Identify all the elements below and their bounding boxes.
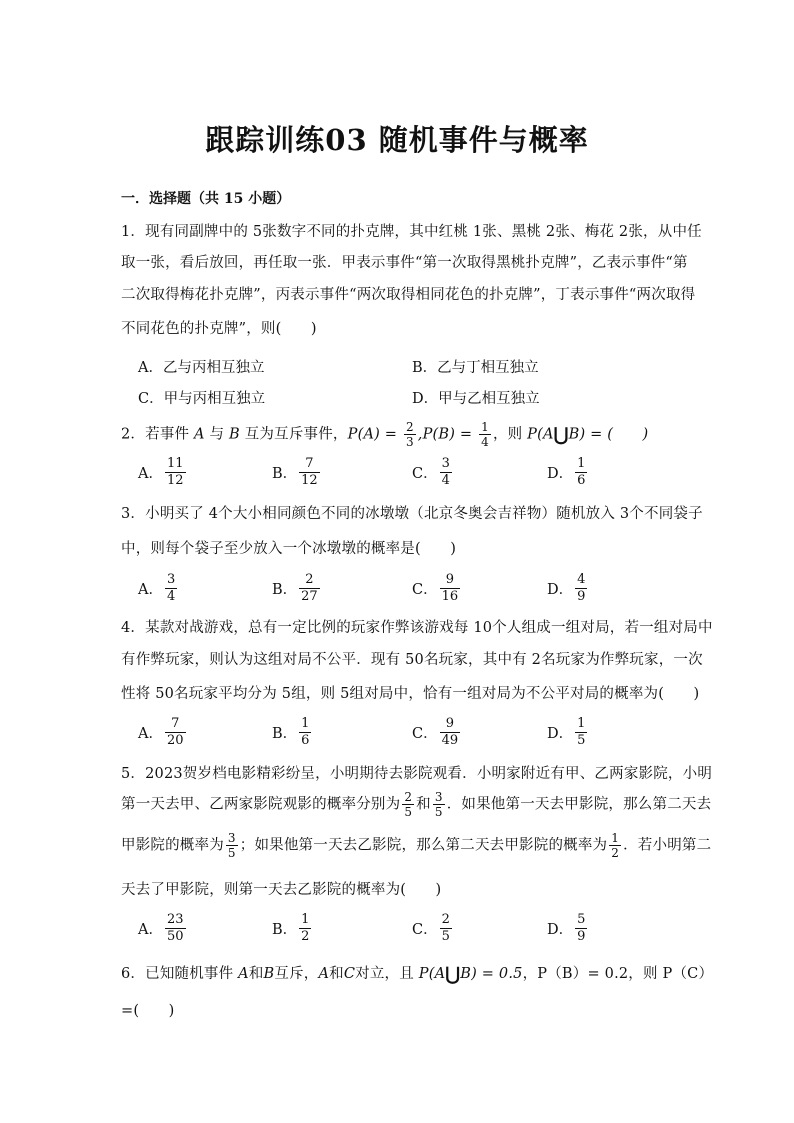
q2-option-b[interactable]: B． $\frac{7}{12}$ <box>272 456 318 488</box>
q4-option-b[interactable]: B． $\frac{1}{6}$ <box>272 716 310 748</box>
q2-option-a[interactable]: A． $\frac{11}{12}$ <box>138 456 184 488</box>
q3-option-b[interactable]: B． $\frac{2}{27}$ <box>272 572 318 604</box>
q2-expr: P(A <box>527 426 554 443</box>
q1-option-d[interactable]: D．甲与乙相互独立 <box>412 391 540 407</box>
q2-fraction: $\frac{2}{3}$ <box>405 420 414 449</box>
q6-line: 6．已知随机事件 A和B互斥，A和C对立，且 P(A⋃B) = 0.5，P（B）= 0.2，则 P（C） <box>121 964 714 985</box>
q4-line: 有作弊玩家，则认为这组对局不公平．现有 50名玩家，其中有 2名玩家为作弊玩家，一次 <box>121 652 703 668</box>
q4-line: 性将 50名玩家平均分为 5组，则 5组对局中，恰有一组对局为不公平对局的概率为( ) <box>121 686 700 702</box>
q1-option-b[interactable]: B．乙与丁相互独立 <box>412 360 539 376</box>
q6-line: =( ) <box>121 1003 175 1019</box>
q3-line: 3．小明买了 4个大小相同颜色不同的冰墩墩（北京冬奥会吉祥物）随机放入 3个不同袋子 <box>121 506 703 522</box>
q5-line: 甲影院的概率为 $\frac{3}{5}$ ；如果他第一天去乙影院，那么第二天去甲影院的概率为 $\frac{1}{2}$ ．若小明第二 <box>121 831 712 860</box>
union-symbol: ⋃ <box>445 964 461 985</box>
q3-line: 中，则每个袋子至少放入一个冰墩墩的概率是( ) <box>121 541 457 557</box>
q3-option-c[interactable]: C． $\frac{9}{16}$ <box>412 572 459 604</box>
q2-text: 2．若事件 <box>121 426 195 443</box>
q2-pa: P(A) = <box>347 426 402 443</box>
section-heading: 一．选择题（共 15 小题） <box>121 191 291 207</box>
q1-option-c[interactable]: C．甲与丙相互独立 <box>138 391 266 407</box>
q1-line: 不同花色的扑克牌”，则( ) <box>121 321 317 337</box>
q4-line: 4．某款对战游戏，总有一定比例的玩家作弊该游戏每 10个人组成一组对局，若一组对局中 <box>121 620 713 636</box>
q2-stem <box>121 420 648 449</box>
q4-option-d[interactable]: D． $\frac{1}{5}$ <box>547 716 586 748</box>
q2-option-d[interactable]: D． $\frac{1}{6}$ <box>547 456 586 488</box>
union-symbol: ⋃ <box>553 424 569 446</box>
q5-line: 5．2023贺岁档电影精彩纷呈，小明期待去影院观看．小明家附近有甲、乙两家影院，小明 <box>121 766 713 782</box>
q3-option-a[interactable]: A． $\frac{3}{4}$ <box>138 572 176 604</box>
q5-line: 天去了甲影院，则第一天去乙影院的概率为( ) <box>121 882 442 898</box>
q5-option-a[interactable]: A． $\frac{23}{50}$ <box>138 912 184 944</box>
q2-option-c[interactable]: C． $\frac{3}{4}$ <box>412 456 450 488</box>
q1-line: 1．现有同副牌中的 5张数字不同的扑克牌，其中红桃 1张、黑桃 2张、梅花 2张，从中任 <box>121 224 702 240</box>
q1-line: 取一张，看后放回，再任取一张．甲表示事件“第一次取得黑桃扑克牌”，乙表示事件“第 <box>121 255 688 271</box>
q2-expr: B) = ( ) <box>568 426 649 443</box>
q1-option-a[interactable]: A．乙与丙相互独立 <box>138 360 265 376</box>
q2-text: ，则 <box>492 426 528 443</box>
q2-var-a: A <box>194 426 205 443</box>
q5-line: 第一天去甲、乙两家影院观影的概率分别为 $\frac{2}{5}$ 和 $\frac{3}{5}$ ．如果他第一天去甲影院，那么第二天去 <box>121 790 712 819</box>
q4-option-c[interactable]: C． $\frac{9}{49}$ <box>412 716 459 748</box>
q2-text: 与 <box>204 426 230 443</box>
q5-option-b[interactable]: B． $\frac{1}{2}$ <box>272 912 310 944</box>
q2-text: 互为互斥事件， <box>239 426 348 443</box>
q2-fraction: $\frac{1}{4}$ <box>481 420 489 449</box>
page-title: 跟踪训练03 随机事件与概率 <box>205 123 589 157</box>
q2-pb: ,P(B) = <box>417 426 478 443</box>
q1-line: 二次取得梅花扑克牌”，丙表示事件“两次取得相同花色的扑克牌”，丁表示事件“两次取得 <box>121 287 696 303</box>
q3-option-d[interactable]: D． $\frac{4}{9}$ <box>547 572 586 604</box>
q4-option-a[interactable]: A． $\frac{7}{20}$ <box>138 716 184 748</box>
q5-option-c[interactable]: C． $\frac{2}{5}$ <box>412 912 450 944</box>
q5-option-d[interactable]: D． $\frac{5}{9}$ <box>547 912 586 944</box>
q2-var-b: B <box>229 426 240 443</box>
